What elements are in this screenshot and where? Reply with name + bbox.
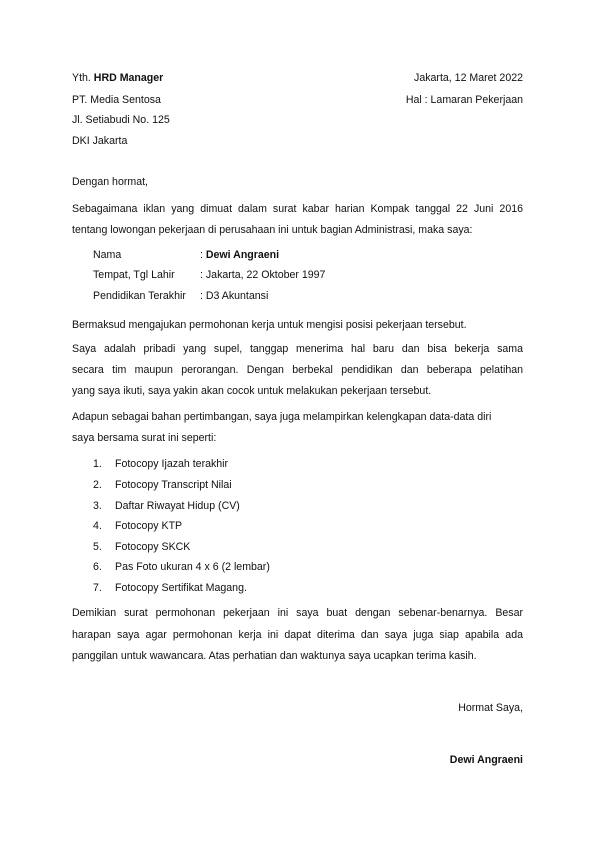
list-item-number: 7.	[93, 582, 102, 594]
street-address: Jl. Setiabudi No. 125	[72, 114, 170, 126]
closing-line-1: Demikian surat permohonan pekerjaan ini saya buat dengan sebenar-benarnya. Besar	[72, 607, 523, 619]
birth-value: : Jakarta, 22 Oktober 1997	[200, 269, 326, 281]
purpose-paragraph: Bermaksud mengajukan permohonan kerja untuk mengisi posisi pekerjaan tersebut.	[72, 319, 467, 331]
closing-line-3: panggilan untuk wawancara. Atas perhatian dan waktunya saya ucapkan terima kasih.	[72, 650, 477, 662]
name-value	[200, 248, 279, 262]
name-label: Nama	[93, 249, 122, 261]
signature-salutation: Hormat Saya,	[458, 702, 523, 714]
recipient-name: HRD Manager	[93, 72, 164, 84]
closing-line-2: harapan saya agar permohonan kerja ini dapat diterima dan saya juga siap apabila ada	[72, 629, 523, 641]
list-item: Fotocopy Sertifikat Magang.	[115, 582, 247, 594]
company-name: PT. Media Sentosa	[72, 94, 161, 106]
applicant-name: Dewi Angraeni	[205, 249, 280, 261]
list-item: Fotocopy KTP	[115, 520, 183, 532]
education-label: Pendidikan Terakhir	[93, 290, 186, 302]
recipient-line	[72, 71, 163, 85]
birth-label: Tempat, Tgl Lahir	[93, 269, 175, 281]
intro-line-2: tentang lowongan pekerjaan di perusahaan ini untuk bagian Administrasi, maka saya:	[72, 224, 473, 236]
list-item-number: 4.	[93, 520, 102, 532]
attach-line-2: saya bersama surat ini seperti:	[72, 432, 217, 444]
signature-name	[450, 753, 523, 767]
self-line-3: yang saya ikuti, saya yakin akan cocok untuk melakukan pekerjaan tersebut.	[72, 385, 432, 397]
list-item: Daftar Riwayat Hidup (CV)	[115, 500, 240, 512]
education-value: : D3 Akuntansi	[200, 290, 269, 302]
list-item-number: 6.	[93, 561, 102, 573]
list-item-number: 5.	[93, 541, 102, 553]
greeting: Dengan hormat,	[72, 176, 148, 188]
list-item-number: 2.	[93, 479, 102, 491]
list-item-number: 1.	[93, 458, 102, 470]
attach-line-1: Adapun sebagai bahan pertimbangan, saya juga melampirkan kelengkapan data-data diri	[72, 411, 492, 423]
self-line-1: Saya adalah pribadi yang supel, tanggap menerima hal baru dan bisa bekerja sama	[72, 343, 523, 355]
list-item-number: 3.	[93, 500, 102, 512]
list-item: Pas Foto ukuran 4 x 6 (2 lembar)	[115, 561, 270, 573]
signer-name: Dewi Angraeni	[449, 754, 523, 766]
name-separator: :	[200, 249, 206, 261]
letter-subject: Hal : Lamaran Pekerjaan	[405, 94, 523, 106]
recipient-prefix: Yth.	[72, 72, 94, 84]
list-item: Fotocopy Ijazah terakhir	[115, 458, 229, 470]
self-line-2: secara tim maupun perorangan. Dengan berbekal pendidikan dan beberapa pelatihan	[72, 364, 523, 376]
city: DKI Jakarta	[72, 135, 128, 147]
list-item: Fotocopy Transcript Nilai	[115, 479, 232, 491]
list-item: Fotocopy SKCK	[115, 541, 191, 553]
intro-line-1: Sebagaimana iklan yang dimuat dalam surat kabar harian Kompak tanggal 22 Juni 2016	[72, 203, 523, 215]
place-date: Jakarta, 12 Maret 2022	[414, 72, 523, 84]
